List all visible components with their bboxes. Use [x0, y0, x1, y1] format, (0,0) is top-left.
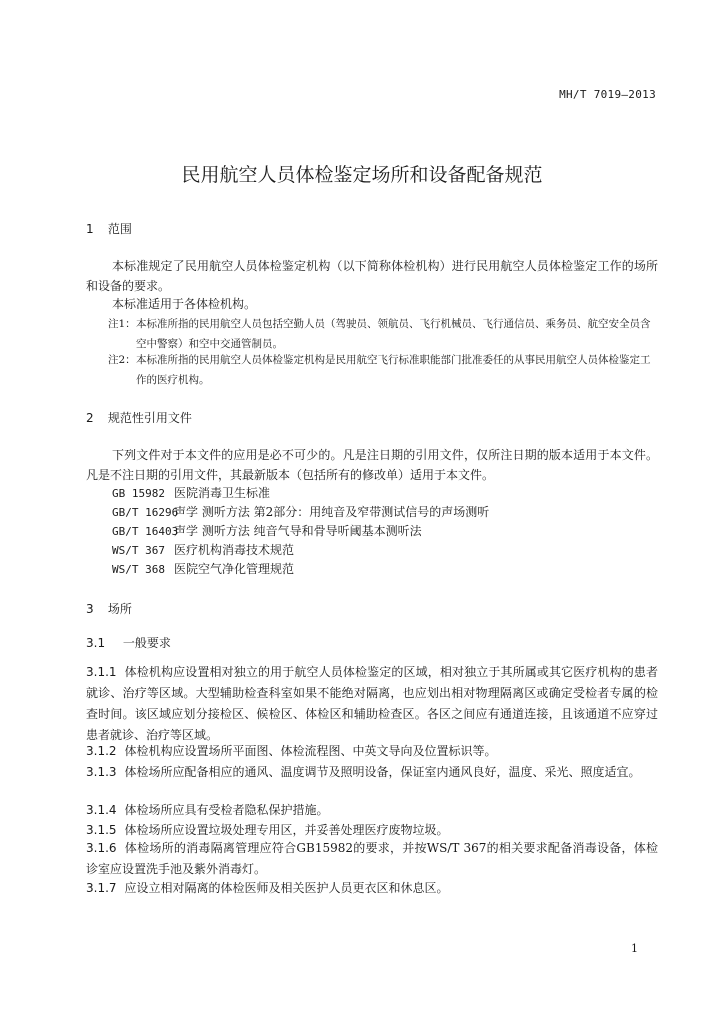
clause-number: 3.1.5: [86, 823, 117, 837]
clause-text: 体检场所应配备相应的通风、温度调节及照明设备，保证室内通风良好，温度、采光、照度适宜。: [124, 765, 641, 779]
clause-number: 3.1.4: [86, 803, 117, 817]
note-label: 注1：: [108, 318, 136, 330]
section-title: 一般要求: [122, 636, 171, 650]
scope-applicability: 本标准适用于各体检机构。: [112, 297, 257, 311]
reference-title: 声学 测听方法 第2部分：用纯音及窄带测试信号的声场测听: [174, 505, 490, 519]
clause-number: 3.1.2: [86, 744, 117, 758]
clause-text: 体检场所应具有受检者隐私保护措施。: [124, 803, 329, 817]
section-title: 场所: [107, 602, 132, 616]
clause-3-1-6: [86, 838, 658, 880]
page-number: 1: [631, 942, 638, 955]
section-heading-premises: [86, 600, 132, 617]
note-2: [108, 350, 658, 390]
clause-text: 体检场所的消毒隔离管理应符合GB15982的要求，并按WS/T 367的相关要求配备消毒设备，体检诊室应设置洗手池及紫外消毒灯。: [86, 841, 658, 876]
note-label: 注2：: [108, 354, 136, 366]
reference-title: 医院消毒卫生标准: [174, 486, 271, 500]
clause-number: 3.1.7: [86, 881, 117, 895]
clause-number: 3.1.6: [86, 841, 117, 855]
section-number: 2: [86, 411, 94, 425]
clause-text: 体检场所应设置垃圾处理专用区，并妥善处理医疗废物垃圾。: [124, 823, 449, 837]
section-heading-normative-references: [86, 409, 192, 426]
clause-number: 3.1.1: [86, 665, 117, 679]
clause-3-1-2: [86, 741, 658, 762]
reference-code: GB/T 16403: [112, 525, 179, 538]
note-1: [108, 314, 658, 354]
clause-3-1-4: [86, 800, 658, 821]
note-text: 本标准所指的民用航空人员包括空勤人员（驾驶员、领航员、飞行机械员、飞行通信员、乘务员、航空安全员含空中警察）和空中交通管制员。: [136, 318, 651, 350]
reference-code: WS/T 368: [112, 563, 165, 576]
subsection-heading-general-requirements: [86, 634, 171, 651]
reference-item: [112, 560, 294, 579]
note-text: 本标准所指的民用航空人员体检鉴定机构是民用航空飞行标准职能部门批准委任的从事民用航空人员体检鉴定工作的医疗机构。: [136, 354, 651, 386]
section-number: 3: [86, 602, 94, 616]
scope-paragraph: 本标准规定了民用航空人员体检鉴定机构（以下简称体检机构）进行民用航空人员体检鉴定工作的场所和设备的要求。: [86, 259, 658, 293]
reference-item: [112, 503, 489, 522]
clause-3-1-1: [86, 662, 658, 746]
section-heading-scope: [86, 220, 132, 237]
reference-item: [112, 541, 294, 560]
references-intro: 下列文件对于本文件的应用是必不可少的。凡是注日期的引用文件，仅所注日期的版本适用于本文件。凡是不注日期的引用文件，其最新版本（包括所有的修改单）适用于本文件。: [86, 448, 658, 482]
clause-text: 体检机构应设置相对独立的用于航空人员体检鉴定的区域，相对独立于其所属或其它医疗机构的患者就诊、治疗等区域。大型辅助检查科室如果不能绝对隔离，也应划出相对物理隔离区或确定受检者专属的检查时间。该区域应划分接检区、候检区、体检区和辅助检查区。各区之间应有通道连接，且该通道不应穿过患者就诊、治疗等区域。: [86, 665, 658, 742]
document-code: MH/T 7019—2013: [559, 88, 656, 101]
reference-item: [112, 522, 422, 541]
document-title: 民用航空人员体检鉴定场所和设备配备规范: [181, 164, 543, 186]
clause-3-1-7: [86, 878, 658, 899]
reference-code: WS/T 367: [112, 544, 165, 557]
reference-title: 声学 测听方法 纯音气导和骨导听阈基本测听法: [174, 524, 422, 538]
reference-code: GB/T 16296: [112, 506, 179, 519]
section-title: 规范性引用文件: [107, 411, 192, 425]
section-title: 范围: [107, 222, 132, 236]
reference-title: 医院空气净化管理规范: [174, 562, 295, 576]
clause-text: 体检机构应设置场所平面图、体检流程图、中英文导向及位置标识等。: [124, 744, 497, 758]
clause-3-1-3: [86, 762, 658, 783]
reference-item: [112, 484, 270, 503]
clause-text: 应设立相对隔离的体检医师及相关医护人员更衣区和休息区。: [124, 881, 449, 895]
section-number: 3.1: [86, 636, 106, 650]
section-number: 1: [86, 222, 94, 236]
reference-code: GB 15982: [112, 487, 165, 500]
clause-number: 3.1.3: [86, 765, 117, 779]
reference-title: 医疗机构消毒技术规范: [174, 543, 295, 557]
